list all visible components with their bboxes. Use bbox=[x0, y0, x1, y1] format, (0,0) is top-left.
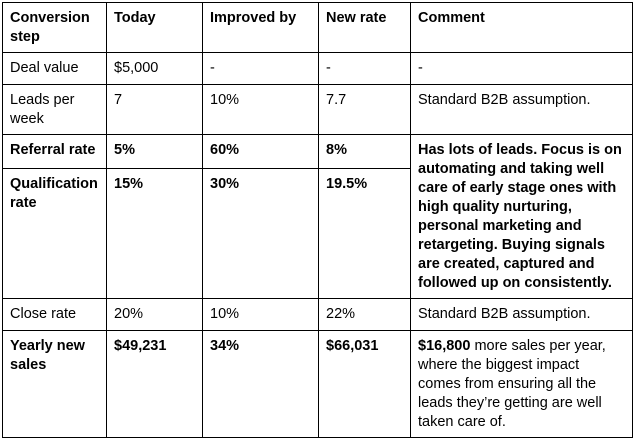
cell-step: Close rate bbox=[3, 299, 107, 331]
cell-new-rate: $66,031 bbox=[319, 331, 411, 438]
cell-today: 7 bbox=[107, 85, 203, 135]
comment-highlight: $16,800 bbox=[418, 338, 471, 354]
header-comment: Comment bbox=[411, 3, 633, 53]
cell-new-rate: 7.7 bbox=[319, 85, 411, 135]
cell-comment: Standard B2B assumption. bbox=[411, 299, 633, 331]
cell-comment: - bbox=[411, 53, 633, 85]
cell-today: 20% bbox=[107, 299, 203, 331]
cell-new-rate: 8% bbox=[319, 135, 411, 169]
header-conversion-step: Conversion step bbox=[3, 3, 107, 53]
cell-improved-by: 60% bbox=[203, 135, 319, 169]
row-close-rate bbox=[3, 299, 633, 331]
cell-comment bbox=[411, 331, 633, 438]
header-new-rate: New rate bbox=[319, 3, 411, 53]
cell-step: Yearly new sales bbox=[3, 331, 107, 438]
cell-step: Referral rate bbox=[3, 135, 107, 169]
header-row bbox=[3, 3, 633, 53]
cell-comment: Standard B2B assumption. bbox=[411, 85, 633, 135]
cell-step: Deal value bbox=[3, 53, 107, 85]
cell-today: $5,000 bbox=[107, 53, 203, 85]
cell-new-rate: 22% bbox=[319, 299, 411, 331]
row-referral-rate bbox=[3, 135, 633, 169]
row-yearly-new-sales bbox=[3, 331, 633, 438]
comment-text: more sales per year, where the biggest impact comes from ensuring all the leads they’re getting are well taken care of. bbox=[418, 338, 606, 430]
cell-new-rate: - bbox=[319, 53, 411, 85]
cell-today: 15% bbox=[107, 169, 203, 299]
row-deal-value bbox=[3, 53, 633, 85]
cell-step: Leads per week bbox=[3, 85, 107, 135]
cell-improved-by: 34% bbox=[203, 331, 319, 438]
cell-improved-by: 10% bbox=[203, 299, 319, 331]
cell-today: $49,231 bbox=[107, 331, 203, 438]
header-today: Today bbox=[107, 3, 203, 53]
cell-improved-by: 30% bbox=[203, 169, 319, 299]
cell-step: Qualification rate bbox=[3, 169, 107, 299]
cell-improved-by: - bbox=[203, 53, 319, 85]
cell-new-rate: 19.5% bbox=[319, 169, 411, 299]
header-improved-by: Improved by bbox=[203, 3, 319, 53]
conversion-table bbox=[2, 2, 633, 438]
cell-comment-merged: Has lots of leads. Focus is on automating and taking well care of early stage ones with high quality nurturing, personal marketing and retargeting. Buying signals are created, captured and followed up on consistently. bbox=[411, 135, 633, 299]
cell-today: 5% bbox=[107, 135, 203, 169]
row-leads-per-week bbox=[3, 85, 633, 135]
cell-improved-by: 10% bbox=[203, 85, 319, 135]
